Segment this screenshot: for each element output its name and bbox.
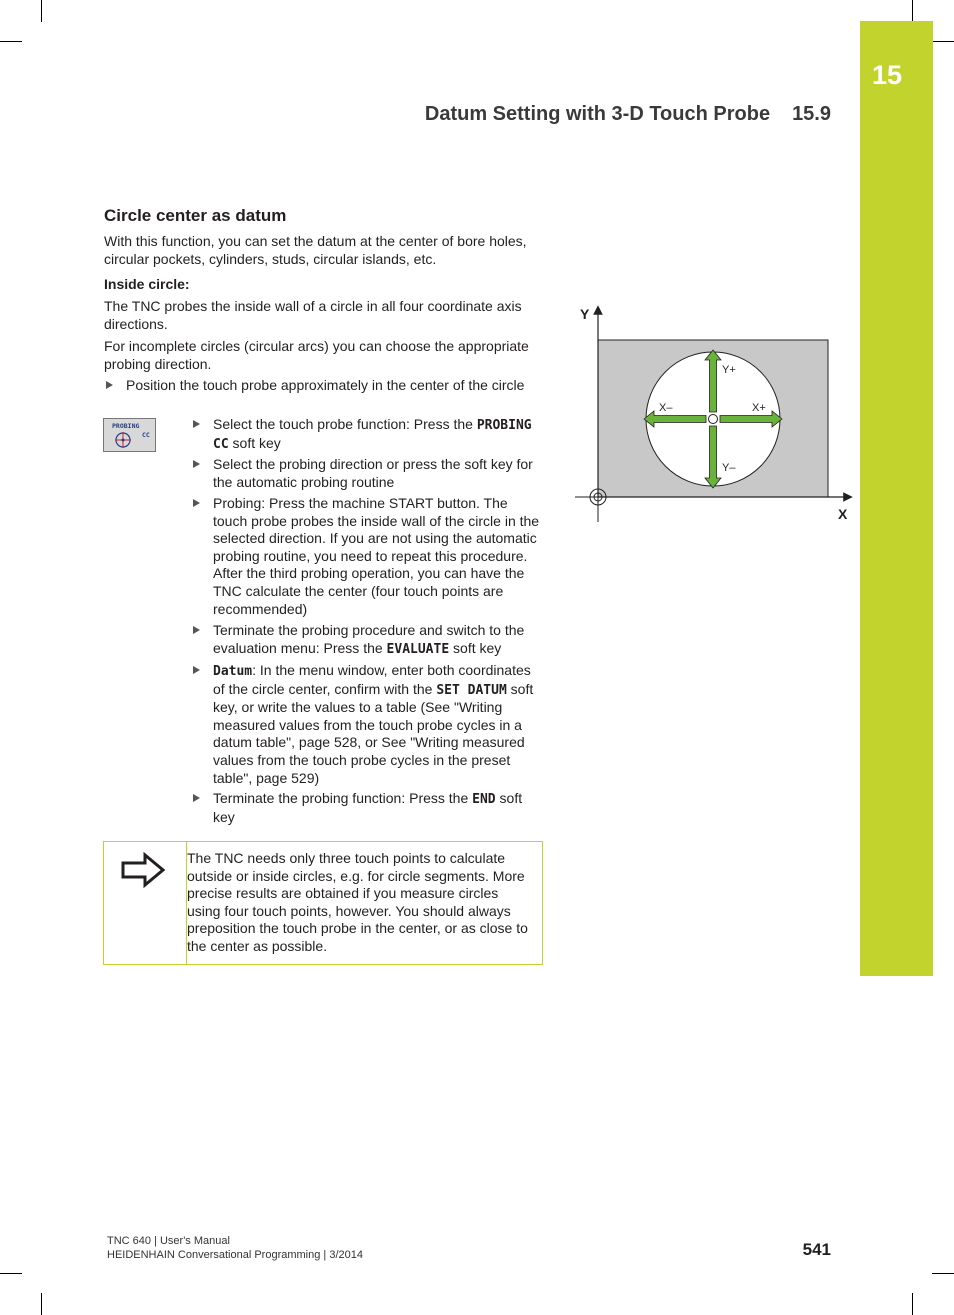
- softkey-name: END: [472, 792, 496, 807]
- section-heading: Circle center as datum: [104, 206, 287, 225]
- section-number: 15.9: [792, 103, 831, 125]
- crop-mark: [932, 41, 954, 42]
- note-box: [103, 841, 543, 965]
- page-number: 541: [802, 1240, 831, 1259]
- crop-mark: [0, 41, 22, 42]
- y-axis-label: Y: [580, 306, 590, 322]
- softkey-name: SET DATUM: [436, 682, 507, 698]
- header-title: Datum Setting with 3-D Touch Probe: [424, 103, 771, 125]
- x-axis-label: X: [838, 506, 848, 522]
- chapter-tab: [860, 21, 933, 976]
- running-header: [425, 103, 831, 126]
- note-text: The TNC needs only three touch points to calculate outside or inside circles, e.g. for circle segments. More precise results are obtained if you measure circles using four touch points, however. You should always preposition the touch probe in the center, or as close to the center as possible.: [187, 850, 528, 954]
- crop-mark: [0, 1273, 22, 1274]
- bullet-arrow-icon: [193, 666, 200, 674]
- label-y-minus: Y–: [722, 462, 736, 474]
- footer: [107, 1234, 363, 1262]
- softkey-label: CC: [142, 431, 150, 439]
- crop-mark: [932, 1273, 954, 1274]
- crop-mark: [912, 1293, 913, 1315]
- crop-mark: [41, 0, 42, 22]
- crop-mark: [912, 0, 913, 22]
- intro-text: With this function, you can set the datum at the center of bore holes, circular pockets, cylinders, studs, circular islands, etc.: [104, 233, 527, 267]
- footer-line-2: HEIDENHAIN Conversational Programming | 3/2014: [107, 1249, 363, 1261]
- label-y-plus: Y+: [722, 364, 736, 376]
- subheading: Inside circle:: [104, 276, 190, 292]
- note-arrow-icon: [120, 852, 166, 888]
- softkey-name: EVALUATE: [386, 641, 450, 657]
- paragraph-1: The TNC probes the inside wall of a circle in all four coordinate axis directions.: [104, 298, 522, 332]
- chapter-number: 15: [872, 60, 903, 90]
- bullet-arrow-icon: [106, 381, 113, 389]
- circle-center-mark: [709, 415, 718, 424]
- crop-mark: [41, 1293, 42, 1315]
- bullet-arrow-icon: [193, 499, 200, 507]
- softkey-label: PROBING: [112, 422, 140, 430]
- circle-center-diagram: [570, 300, 855, 530]
- intro-paragraph: [104, 233, 544, 268]
- bullet-arrow-icon: [193, 794, 200, 802]
- probe-circle-icon: [112, 430, 134, 450]
- bullet-arrow-icon: [193, 420, 200, 428]
- softkey-name: PROBING CC: [213, 418, 532, 452]
- probing-cc-softkey[interactable]: [103, 418, 156, 452]
- softkey-name: Datum: [213, 664, 253, 679]
- footer-line-1: TNC 640 | User's Manual: [107, 1235, 230, 1247]
- label-x-minus: X–: [659, 402, 673, 414]
- paragraph-2: For incomplete circles (circular arcs) you can choose the appropriate probing direction.: [104, 338, 529, 372]
- bullet-arrow-icon: [193, 460, 200, 468]
- bullet-arrow-icon: [193, 626, 200, 634]
- label-x-plus: X+: [752, 402, 766, 414]
